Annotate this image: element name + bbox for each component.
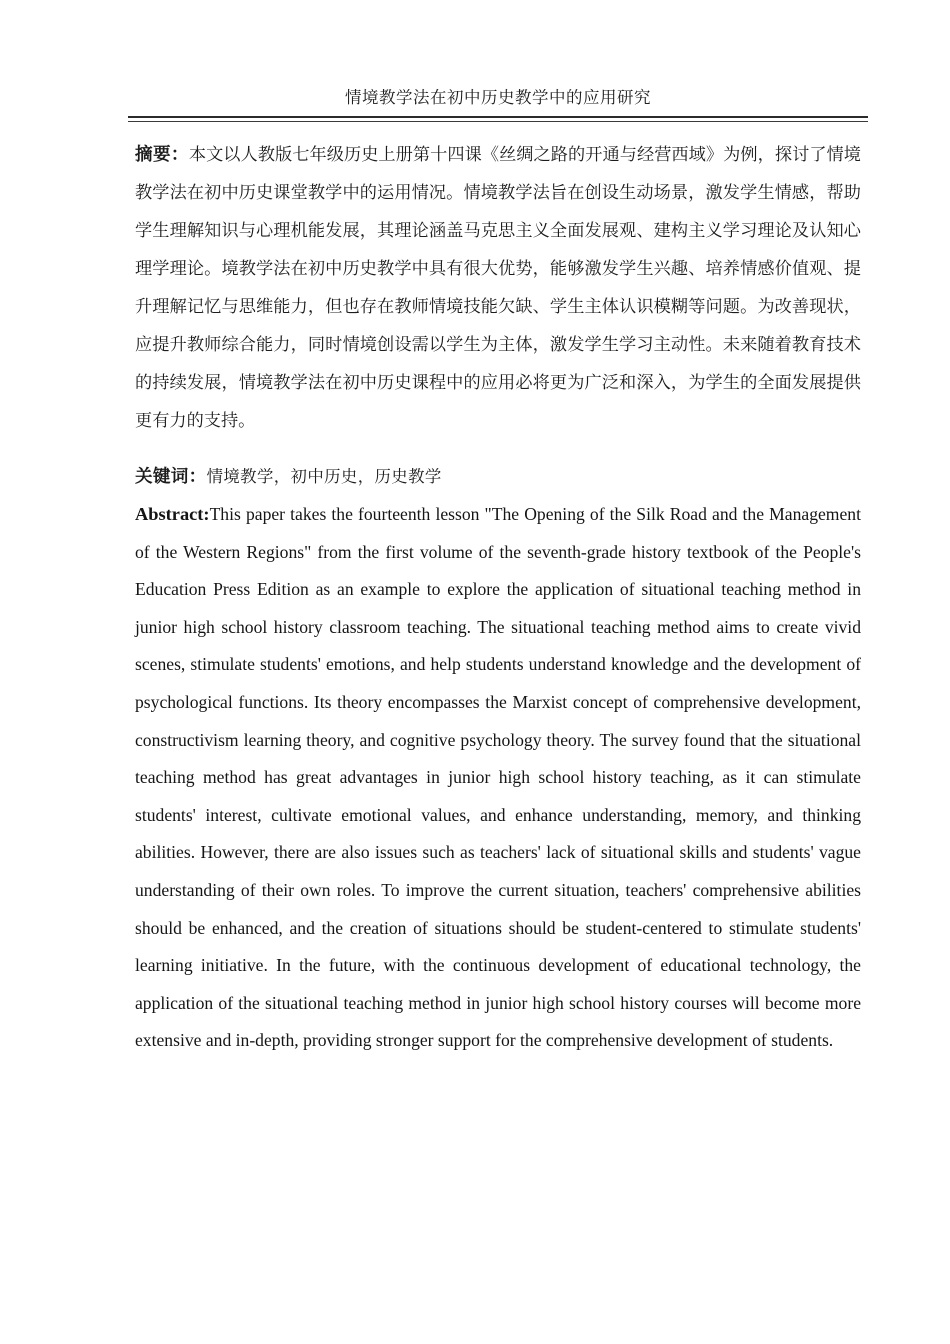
document-body (135, 136, 861, 1060)
chinese-keywords-paragraph (135, 458, 861, 496)
chinese-abstract-paragraph (135, 136, 861, 440)
english-abstract-paragraph (135, 496, 861, 1060)
running-header-title: 情境教学法在初中历史教学中的应用研究 (345, 88, 651, 107)
chinese-abstract-text: 本文以人教版七年级历史上册第十四课《丝绸之路的开通与经营西域》为例，探讨了情境教学法在初中历史课堂教学中的运用情况。情境教学法旨在创设生动场景，激发学生情感，帮助学生理解知识与心理机能发展，其理论涵盖马克思主义全面发展观、建构主义学习理论及认知心理学理论。境教学法在初中历史教学中具有很大优势，能够激发学生兴趣、培养情感价值观、提升理解记忆与思维能力，但也存在教师情境技能欠缺、学生主体认识模糊等问题。为改善现状，应提升教师综合能力，同时情境创设需以学生为主体，激发学生学习主动性。未来随着教育技术的持续发展，情境教学法在初中历史课程中的应用必将更为广泛和深入，为学生的全面发展提供更有力的支持。 (135, 145, 861, 431)
english-abstract-text: This paper takes the fourteenth lesson "The Opening of the Silk Road and the Management of the Western Regions" from the first volume of the seventh-grade history textbook of the People's Education Press Edition as an example to explore the application of situational teaching method in junior high school history classroom teaching. The situational teaching method aims to create vivid scenes, stimulate students' emotions, and help students understand knowledge and the development of psychological functions. Its theory encompasses the Marxist concept of comprehensive development, constructivism learning theory, and cognitive psychology theory. The survey found that the situational teaching method has great advantages in junior high school history teaching, as it can stimulate students' interest, cultivate emotional values, and enhance understanding, memory, and thinking abilities. However, there are also issues such as teachers' lack of situational skills and students' vague understanding of their own roles. To improve the current situation, teachers' comprehensive abilities should be enhanced, and the creation of situations should be student-centered to stimulate students' learning initiative. In the future, with the continuous development of educational technology, the application of the situational teaching method in junior high school history courses will become more extensive and in-depth, providing stronger support for the comprehensive development of students. (135, 504, 861, 1051)
chinese-keywords-text: 情境教学，初中历史，历史教学 (206, 467, 442, 486)
running-header (128, 86, 868, 122)
english-abstract-label: Abstract: (135, 504, 210, 524)
chinese-abstract-label: 摘要： (135, 145, 189, 165)
header-divider-rule (128, 116, 868, 122)
chinese-keywords-label: 关键词： (135, 467, 207, 487)
